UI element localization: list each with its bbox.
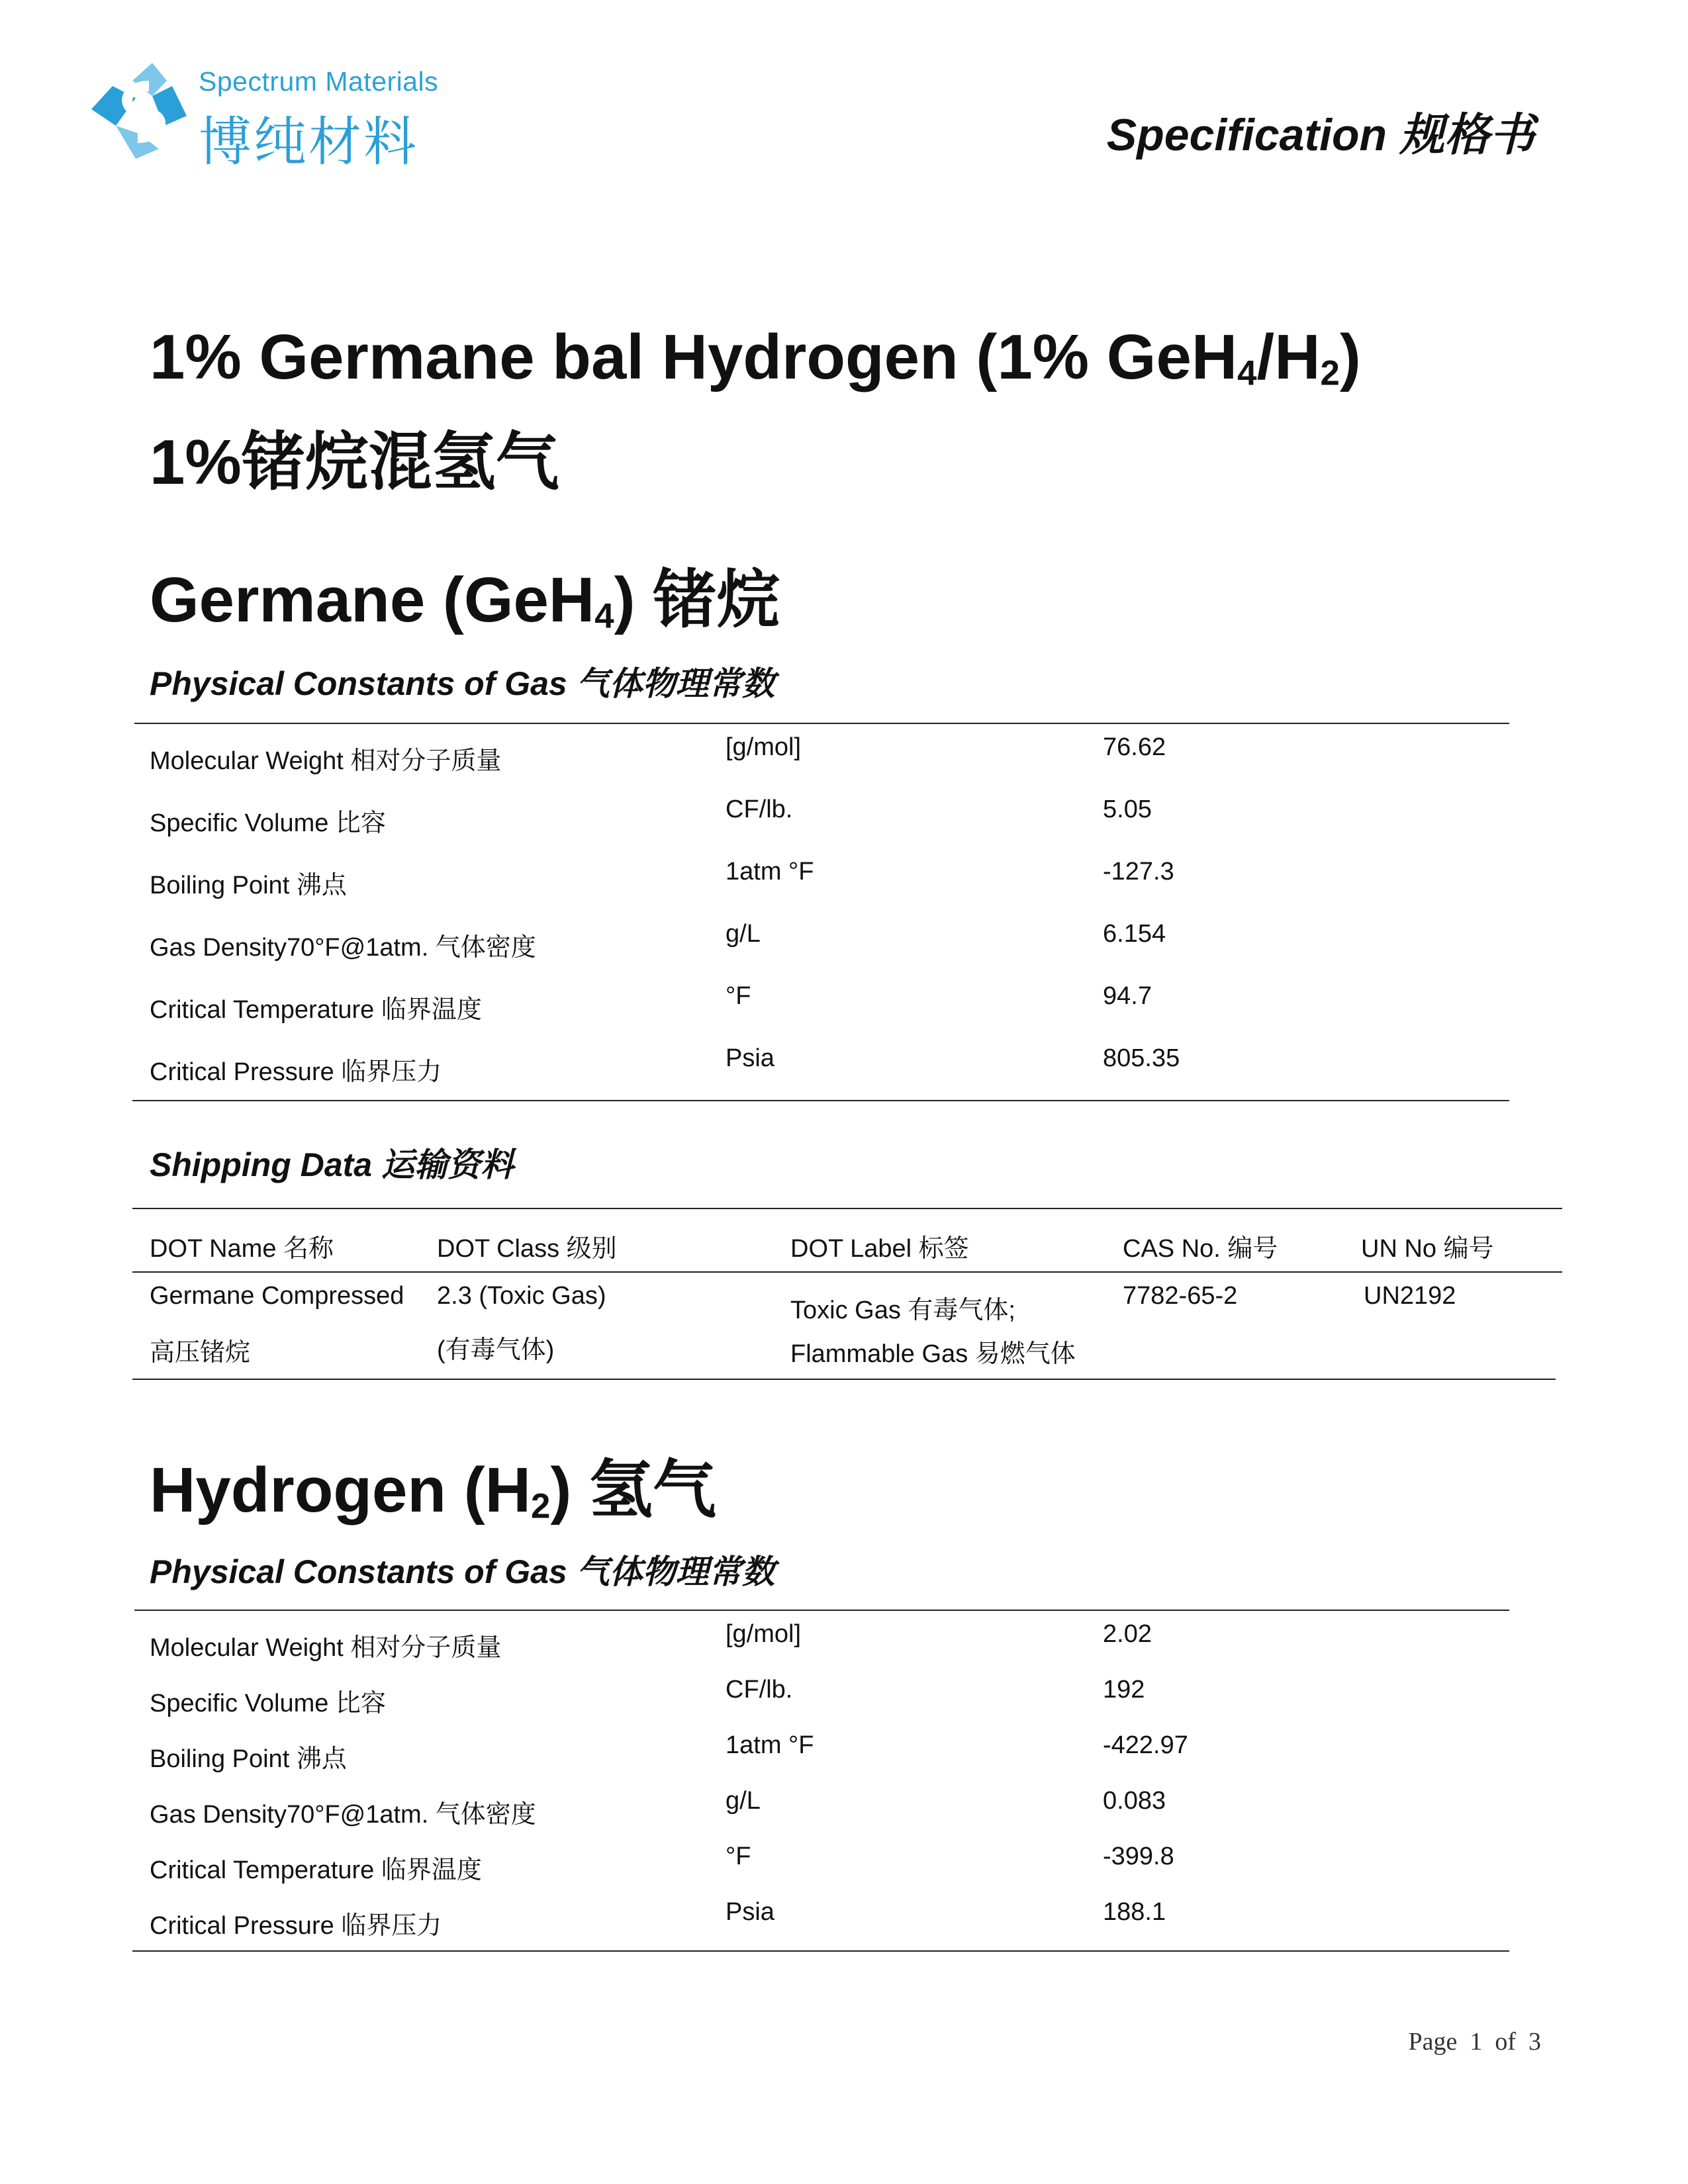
un-number: UN2192 <box>1364 1282 1456 1310</box>
property-unit: 1atm °F <box>726 1731 814 1759</box>
shipping-data-heading: Shipping Data 运输资料 <box>150 1146 514 1183</box>
table-bottom-rule <box>132 1100 1509 1101</box>
property-unit: Psia <box>726 1044 774 1072</box>
property-value: 0.083 <box>1103 1787 1166 1815</box>
dot-class-value: 2.3 (Toxic Gas) <box>437 1282 606 1310</box>
table-row <box>132 848 1509 908</box>
property-unit: CF/lb. <box>726 796 793 823</box>
dot-class-value-chinese: (有毒气体) <box>437 1336 555 1364</box>
property-name: Critical Pressure 临界压力 <box>150 1912 442 1940</box>
hydrogen-physical-constants-heading: Physical Constants of Gas 气体物理常数 <box>150 1553 775 1590</box>
property-name: Molecular Weight 相对分子质量 <box>150 1634 502 1662</box>
property-value: 192 <box>1103 1676 1145 1704</box>
property-value: 76.62 <box>1103 733 1166 761</box>
property-unit: 1atm °F <box>726 858 814 886</box>
property-name: Gas Density70°F@1atm. 气体密度 <box>150 934 536 962</box>
property-unit: [g/mol] <box>726 1620 802 1648</box>
table-row <box>132 1778 1509 1837</box>
property-name: Boiling Point 沸点 <box>150 1745 347 1773</box>
property-value: 805.35 <box>1103 1044 1180 1072</box>
cas-number: 7782-65-2 <box>1123 1282 1238 1310</box>
property-value: -422.97 <box>1103 1731 1188 1759</box>
property-name: Specific Volume 比容 <box>150 1690 386 1717</box>
property-unit: Psia <box>726 1898 774 1926</box>
shipping-data-table <box>132 1209 1562 1379</box>
property-name: Gas Density70°F@1atm. 气体密度 <box>150 1801 536 1829</box>
table-row <box>132 1666 1509 1726</box>
hydrogen-section-title: Hydrogen (H2) 氢气 <box>150 1455 717 1526</box>
dot-label-value-2: Flammable Gas 易燃气体 <box>790 1340 1076 1368</box>
property-value: 2.02 <box>1103 1620 1152 1648</box>
property-name: Specific Volume 比容 <box>150 809 386 837</box>
page-number: Page 1 of 3 <box>1408 2028 1541 2056</box>
column-header: DOT Name 名称 <box>150 1235 334 1263</box>
document-title-chinese: 1%锗烷混氢气 <box>150 427 559 498</box>
property-name: Critical Temperature 临界温度 <box>150 1856 482 1884</box>
table-bottom-rule <box>132 1379 1556 1380</box>
table-row <box>132 1035 1509 1095</box>
table-row <box>132 1889 1509 1948</box>
germane-section-title: Germane (GeH4) 锗烷 <box>150 565 780 636</box>
dot-name-value-chinese: 高压锗烷 <box>150 1339 251 1367</box>
document-type-label: Specification 规格书 <box>1106 110 1534 160</box>
document-title: 1% Germane bal Hydrogen (1% GeH4/H2) <box>150 322 1361 393</box>
table-bottom-rule <box>132 1950 1509 1952</box>
column-header: UN No 编号 <box>1361 1235 1494 1263</box>
table-row <box>132 1833 1509 1893</box>
table-row <box>132 1722 1509 1782</box>
property-unit: °F <box>726 1843 751 1870</box>
property-unit: [g/mol] <box>726 733 802 761</box>
header-rule <box>132 1271 1562 1273</box>
table-row <box>132 786 1509 846</box>
property-value: 188.1 <box>1103 1898 1166 1926</box>
property-name: Critical Pressure 临界压力 <box>150 1058 442 1086</box>
property-name: Molecular Weight 相对分子质量 <box>150 747 502 775</box>
germane-physical-constants-heading: Physical Constants of Gas 气体物理常数 <box>150 665 775 702</box>
property-value: -127.3 <box>1103 858 1174 886</box>
column-header: DOT Class 级别 <box>437 1235 617 1263</box>
property-unit: CF/lb. <box>726 1676 793 1704</box>
table-row <box>132 724 1509 784</box>
column-header: DOT Label 标签 <box>790 1235 969 1263</box>
property-unit: °F <box>726 982 751 1010</box>
property-unit: g/L <box>726 920 761 948</box>
property-value: 5.05 <box>1103 796 1152 823</box>
dot-label-value: Toxic Gas 有毒气体; <box>790 1297 1015 1324</box>
column-header: CAS No. 编号 <box>1123 1235 1278 1263</box>
table-row <box>132 973 1509 1032</box>
logo-english-name: Spectrum Materials <box>199 66 439 97</box>
property-name: Boiling Point 沸点 <box>150 872 347 899</box>
dot-name-value: Germane Compressed <box>150 1282 404 1310</box>
table-row <box>132 1611 1509 1670</box>
property-unit: g/L <box>726 1787 761 1815</box>
property-value: -399.8 <box>1103 1843 1174 1870</box>
property-name: Critical Temperature 临界温度 <box>150 996 482 1024</box>
property-value: 94.7 <box>1103 982 1152 1010</box>
property-value: 6.154 <box>1103 920 1166 948</box>
table-row <box>132 911 1509 970</box>
logo-chinese-name: 博纯材料 <box>199 113 418 171</box>
